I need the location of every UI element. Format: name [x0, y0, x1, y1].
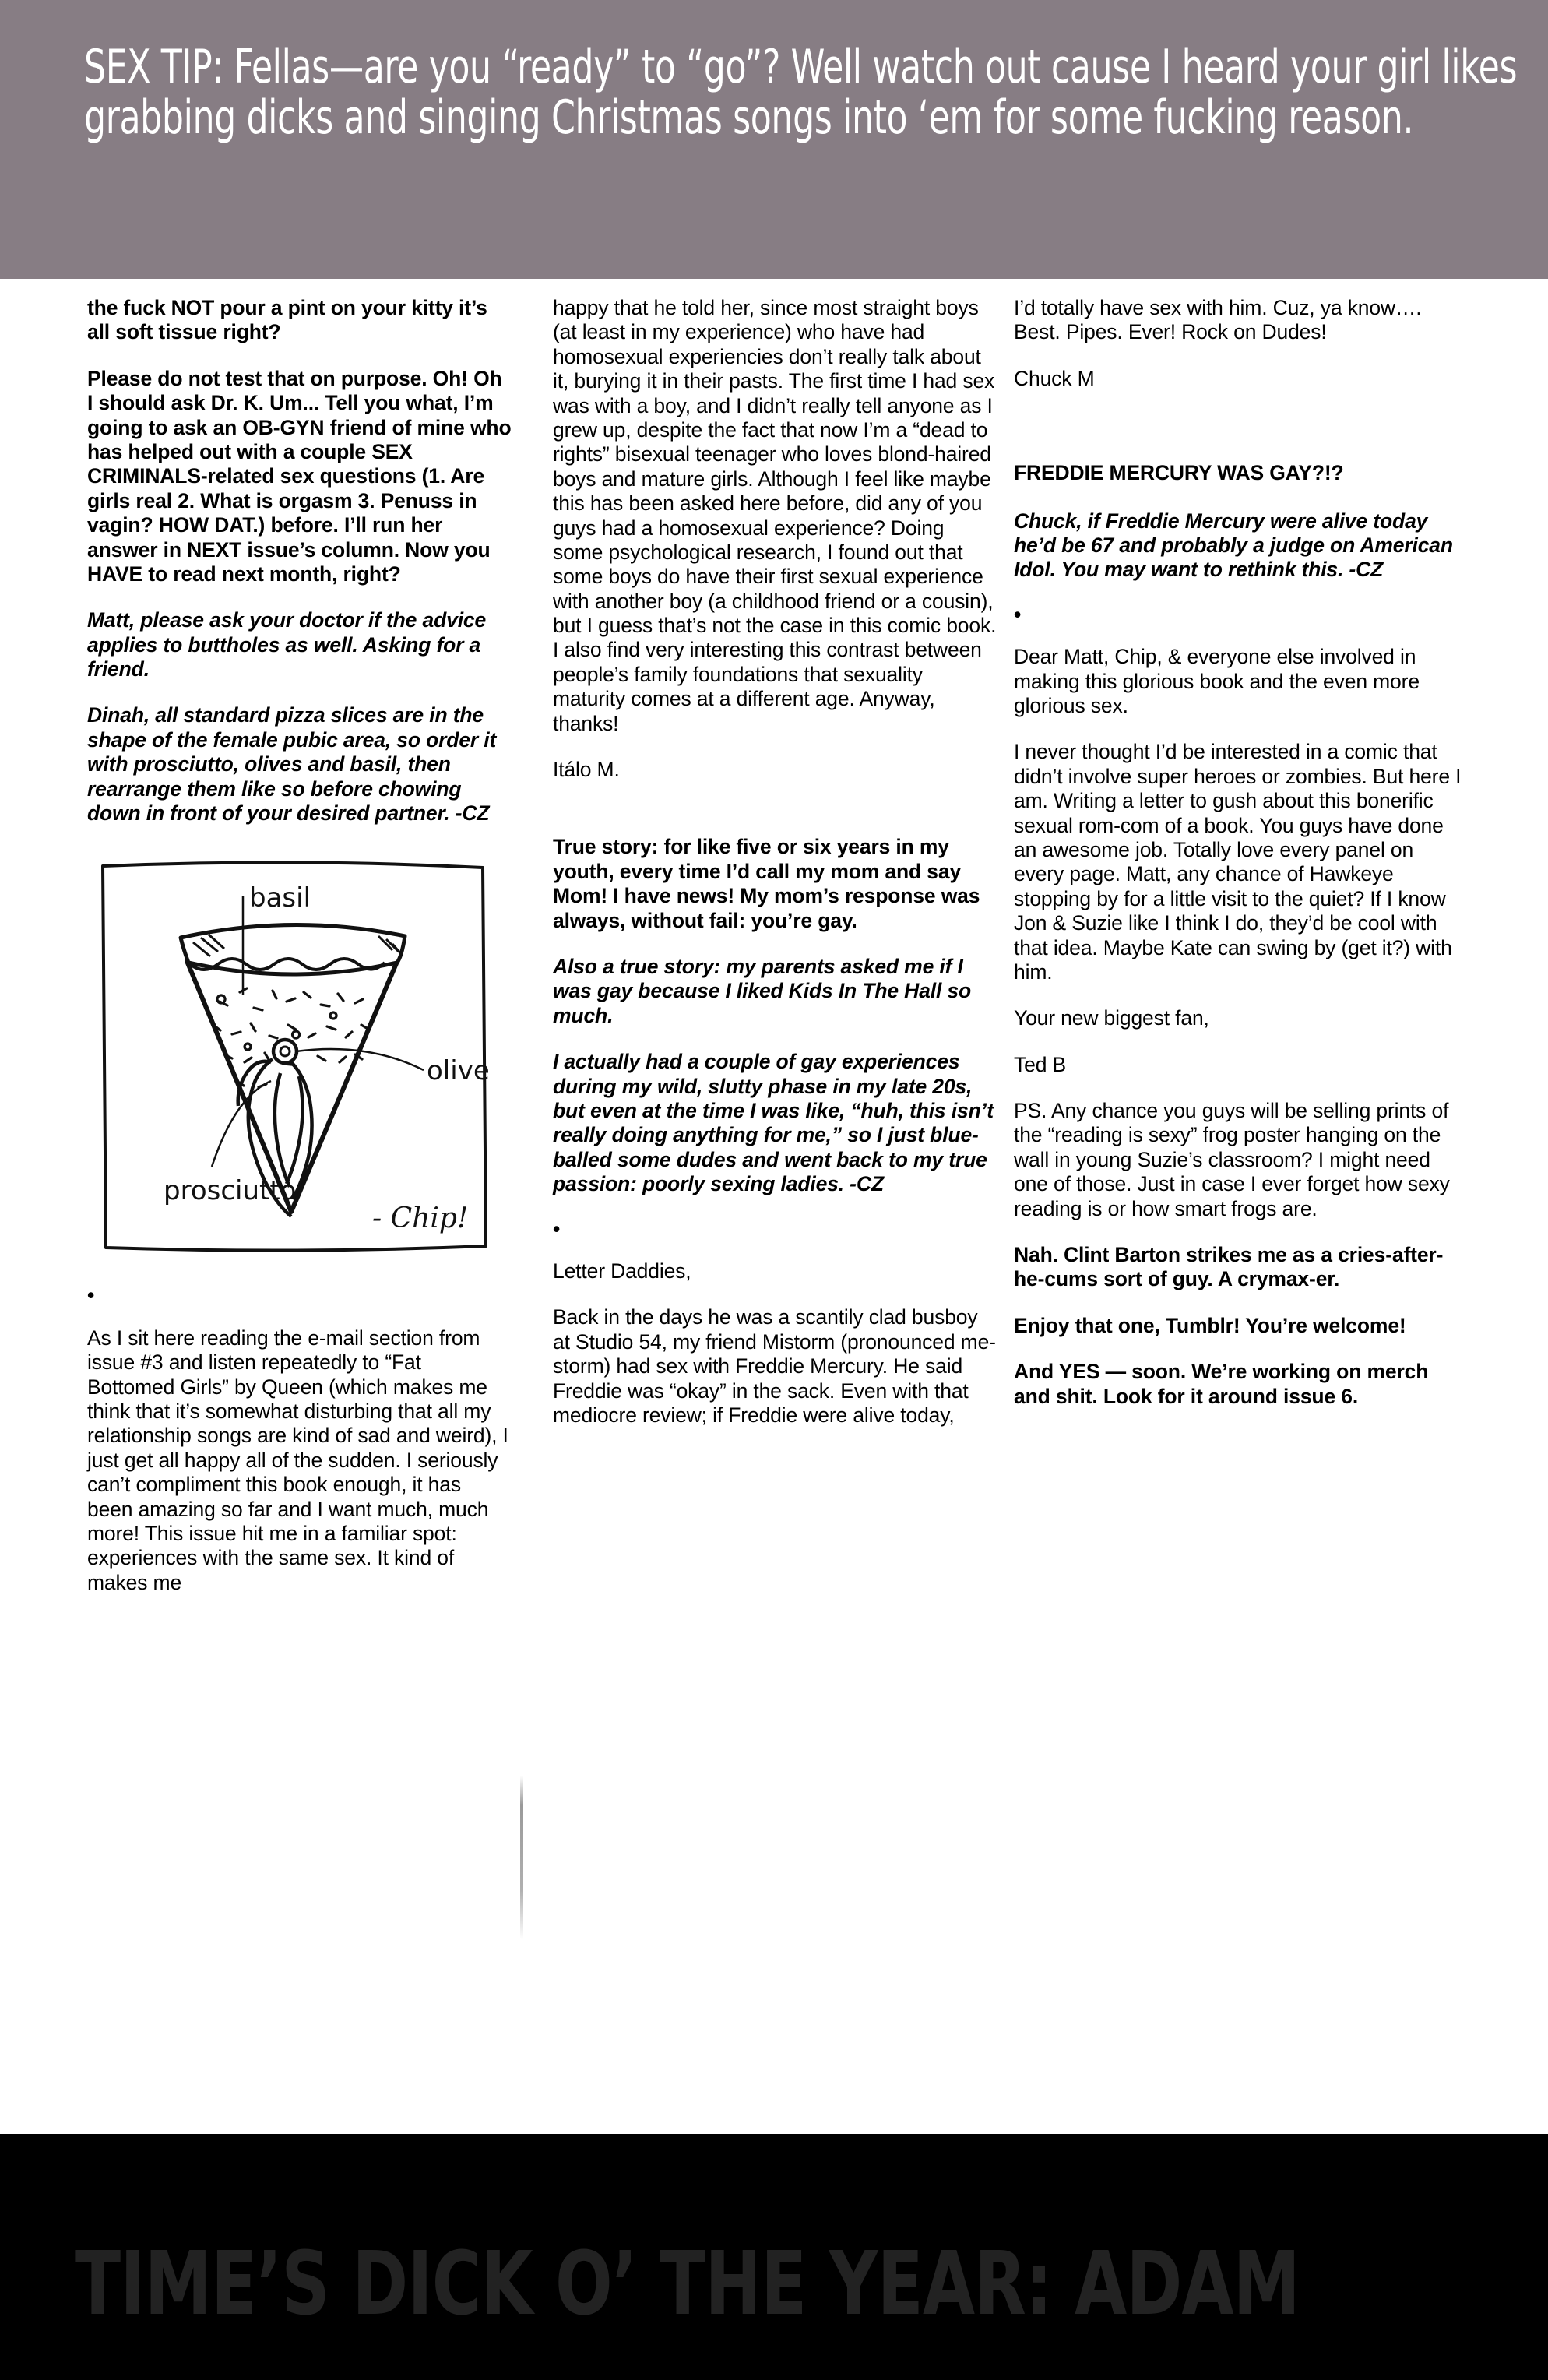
header-banner [0, 0, 1548, 279]
col3-signature-chuck: Chuck M [1014, 366, 1095, 390]
column-divider-rule [520, 1776, 523, 1939]
pizza-slice-illustration [87, 847, 500, 1268]
col1-paragraph-2: Please do not test that on purpose. Oh! Oh I should ask Dr. K. Um... Tell you what, I’m going to ask an OB-GYN friend of mine who has helped out with a couple SEX CRIMINALS-related sex questions (1. Are girls real 2. What is orgasm 3. Penuss in vagin? HOW DAT.) before. I’ll run her answer in NEXT issue’s column. Now you HAVE to read next month, right? [87, 366, 512, 586]
col2-signature-italo: Itálo M. [553, 758, 620, 782]
col1-reply-matt: Matt, please ask your doctor if the advice applies to buttholes as well. Asking for a friend. [87, 608, 487, 681]
col3-signature-ted: Ted B [1014, 1052, 1067, 1076]
col3-reply-merch: And YES — soon. We’re working on merch and shit. Look for it around issue 6. [1014, 1360, 1429, 1408]
col3-paragraph-4: I never thought I’d be interested in a comic that didn’t involve super heroes or zombies. But here I am. Writing a letter to gush about this bonerific sexual rom-com of a book. You guys have done an awesome job. Totally love every panel on every page. Matt, any chance of Hawkeye stopping by for a little visit to the quiet? If I know Jon & Suzie like I think I do, they’d be cool with that idea. Maybe Kate can swing by (get it?) with him. [1014, 740, 1462, 984]
col2-salutation: Letter Daddies, [553, 1259, 691, 1283]
col1-paragraph-5: As I sit here reading the e-mail section from issue #3 and listen repeatedly to “Fat Bottomed Girls” by Queen (which makes me think that it’s somewhat disturbing that all my relationship songs are kind of sad and weird), I just get all happy all of the sudden. I seriously can’t compliment this book enough, it has been amazing so far and I want much, much more! This issue hit me in a familiar spot: experiences with the same sex. It kind of makes me [87, 1326, 508, 1594]
col2-paragraph-2: True story: for like five or six years in my youth, every time I’d call my mom and say Mom! I have news! My mom’s response was always, without fail: you’re gay. [553, 835, 980, 932]
col3-reply-tumblr: Enjoy that one, Tumblr! You’re welcome! [1014, 1313, 1406, 1337]
signature-chip: - Chip! [372, 1202, 469, 1235]
col2-bullet-separator: • [553, 1216, 561, 1241]
col3-section-heading: FREDDIE MERCURY WAS GAY?!? [1014, 461, 1344, 485]
col3-paragraph-1: I’d totally have sex with him. Cuz, ya know…. Best. Pipes. Ever! Rock on Dudes! [1014, 296, 1422, 344]
col2-reply-cz: I actually had a couple of gay experiences during my wild, slutty phase in my late 20s, but even at the time I was like, “huh, this isn’t really doing anything for me,” so I just blue-balled some dudes and went back to my true passion: poorly sexing ladies. -CZ [553, 1050, 994, 1196]
col2-paragraph-3: Also a true story: my parents asked me if I was gay because I liked Kids In The Hall so much. [553, 954, 971, 1027]
label-prosciutto: prosciutto [164, 1175, 297, 1207]
column-2 [553, 296, 997, 1449]
col2-paragraph-5: Back in the days he was a scantily clad busboy at Studio 54, my friend Mistorm (pronounced me-storm) had sex with Freddie Mercury. He said Freddie was “okay” in the sack. Even with that mediocre review; if Freddie were alive today, [553, 1305, 996, 1427]
column-1 [87, 296, 512, 1617]
column-3 [1014, 296, 1465, 1431]
col1-bullet-separator: • [87, 1283, 95, 1308]
col3-reply-clint: Nah. Clint Barton strikes me as a cries-after-he-cums sort of guy. A crymax-er. [1014, 1243, 1444, 1291]
footer-banner [0, 2134, 1548, 2380]
col3-signoff: Your new biggest fan, [1014, 1006, 1209, 1030]
col3-paragraph-3: Dear Matt, Chip, & everyone else involved in making this glorious book and the even more glorious sex. [1014, 645, 1420, 718]
letters-columns [0, 296, 1548, 2134]
col2-spacer-1 [553, 804, 997, 835]
label-olive: olive [427, 1055, 490, 1087]
col3-postscript: PS. Any chance you guys will be selling prints of the “reading is sexy” frog poster hanging on the wall in young Suzie’s classroom? I might need one of those. Just in case I ever forget how sexy reading is or how smart frogs are. [1014, 1099, 1450, 1220]
col2-paragraph-1: happy that he told her, since most straight boys (at least in my experience) who have had homosexual experiencies don’t really talk about it, burying it in their pasts. The first time I had sex was with a boy, and I didn’t really tell anyone as I grew up, despite the fact that now I’m a “dead to rights” bisexual teenager who loves blond-haired boys and mature girls. Although I feel like maybe this has been asked here before, did any of you guys had a homosexual experience? Doing some psychological research, I found out that some boys do have their first sexual experience with another boy (a childhood friend or a cousin), but I guess that’s not the case in this comic book. I also find very interesting this contrast between people’s family foundations that sexuality maturity comes at a different age. Anyway, thanks! [553, 296, 997, 735]
col3-reply-cz: Chuck, if Freddie Mercury were alive today he’d be 67 and probably a judge on American Idol. You may want to rethink this. -CZ [1014, 509, 1453, 582]
col1-reply-dinah: Dinah, all standard pizza slices are in the shape of the female pubic area, so order it with prosciutto, olives and basil, then rearrange them like so before chowing down in front of your desired partner. -CZ [87, 703, 497, 826]
col3-spacer-1 [1014, 413, 1465, 461]
sex-tip-header-text: SEX TIP: Fellas—are you “ready” to “go”? Well watch out cause I heard your girl likes grabbing dicks and singing Christmas songs into ‘em for some fucking reason. [84, 40, 1518, 145]
olive-shape [273, 1040, 297, 1063]
dick-of-the-year-text: TIME’S DICK O’ THE YEAR: ADAM [75, 2234, 1300, 2335]
col1-paragraph-1: the fuck NOT pour a pint on your kitty it’s all soft tissue right? [87, 296, 487, 344]
col3-bullet-separator: • [1014, 602, 1022, 626]
label-basil: basil [249, 882, 311, 914]
